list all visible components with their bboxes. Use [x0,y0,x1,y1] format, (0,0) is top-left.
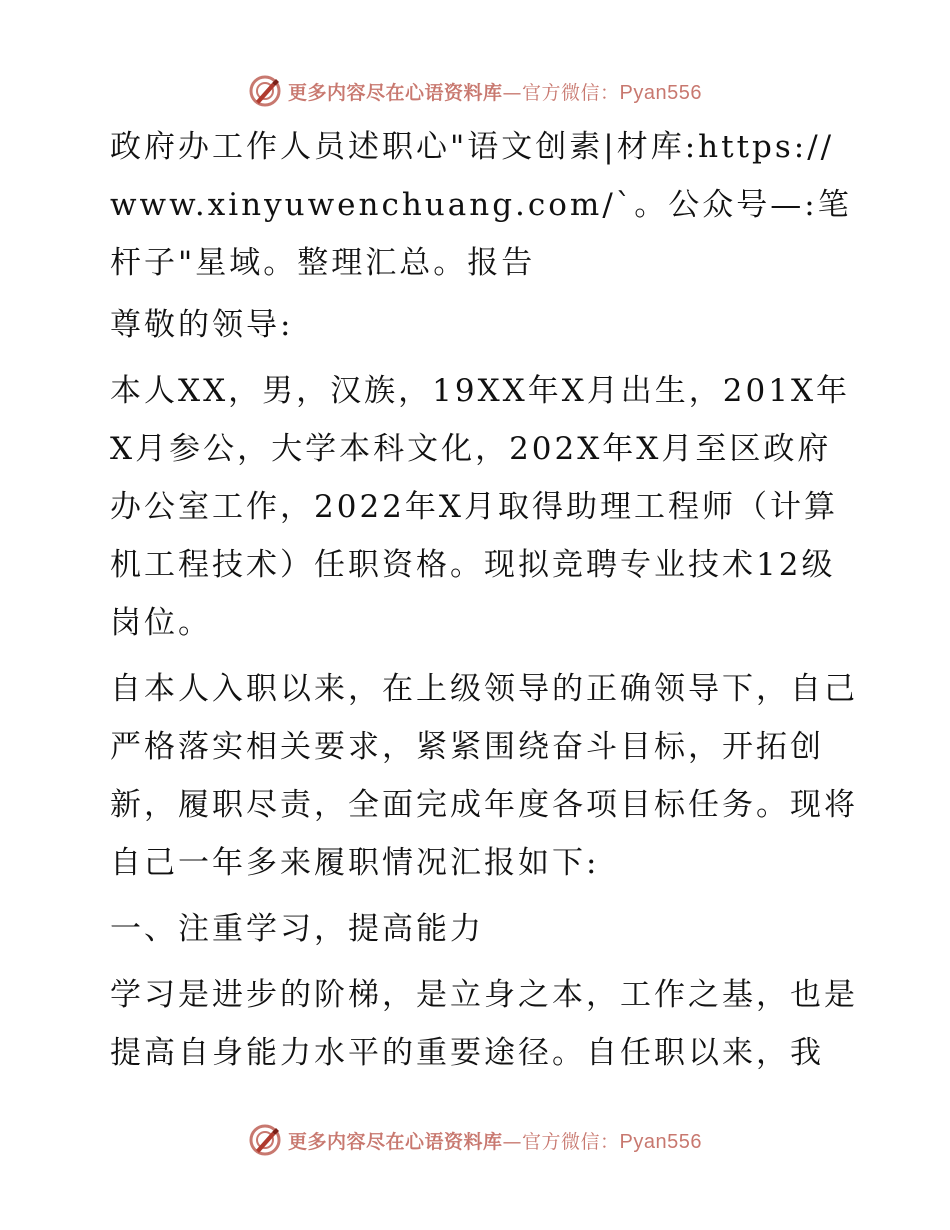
document-title: 政府办工作人员述职心"语文创素|材库:https://www.xinyuwenchuang.com/`。公众号—:笔杆子"星域。整理汇总。报告 [110,129,852,281]
section-heading: 一、注重学习，提高能力 [110,911,484,947]
pen-logo-icon [248,74,282,108]
footer-watermark-text: 更多内容尽在心语资料库—官方微信：Pyan556 [288,1130,702,1153]
document-body [98,118,858,1090]
paragraph-summary: 自本人入职以来，在上级领导的正确领导下，自己严格落实相关要求，紧紧围绕奋斗目标，开拓创新，履职尽责，全面完成年度各项目标任务。现将自己一年多来履职情况汇报如下: [110,671,858,881]
section-paragraph: 学习是进步的阶梯，是立身之本，工作之基，也是提高自身能力水平的重要途径。自任职以来，我 [110,977,858,1071]
salutation: 尊敬的领导: [110,307,294,343]
header-watermark-banner [0,71,950,111]
paragraph-intro: 本人XX，男，汉族，19XX年X月出生，201X年X月参公，大学本科文化，202X年X月至区政府办公室工作，2022年X月取得助理工程师（计算机工程技术）任职资格。现拟竞聘专业技术12级岗位。 [110,373,851,641]
footer-watermark-banner [0,1120,950,1160]
pen-logo-icon [248,1123,282,1157]
header-watermark-text: 更多内容尽在心语资料库—官方微信：Pyan556 [288,81,702,104]
